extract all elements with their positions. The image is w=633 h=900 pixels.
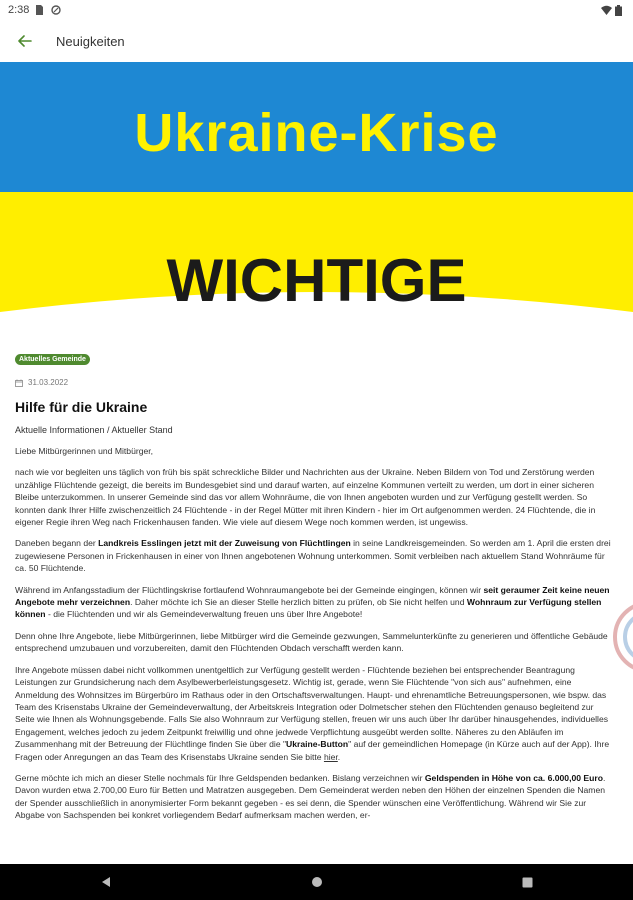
- bold-text: Landkreis Esslingen jetzt mit der Zuweisung von Flüchtlingen: [98, 538, 351, 549]
- bold-text: Geldspenden in Höhe von ca. 6.000,00 Euro: [424, 772, 603, 783]
- emblem-icon: [613, 592, 633, 682]
- sim-card-icon: [35, 5, 45, 15]
- text-span: - die Flüchtenden und wir als Gemeindeverwaltung freuen uns über Ihre Angebote!: [45, 609, 363, 620]
- contact-link[interactable]: hier: [323, 751, 338, 762]
- article-paragraph: [15, 664, 615, 763]
- article-title: Hilfe für die Ukraine: [15, 399, 148, 415]
- triangle-back-icon: [101, 876, 111, 888]
- text-span: Daneben begann der: [15, 538, 99, 549]
- hero-heading: Ukraine-Krise: [134, 103, 499, 163]
- bold-text: Wohnraum zur Verfügung stellen können: [15, 597, 602, 620]
- bold-text: Ukraine-Button: [286, 739, 349, 750]
- bold-text: seit geraumer Zeit keine neuen Angebote mehr verzeichnen: [15, 584, 610, 608]
- text-span: in seine Landkreisgemeinden. So werden am 1. April die ersten drei zugewiesene Personen in Frickenhausen in einer von Ihnen angebotenen Wohnung unterkommen. Somit verbleiben nach aktuellem Stand Wohnräume für ca. 50 Flüchtende.: [15, 538, 611, 574]
- arrow-left-icon: [18, 35, 32, 47]
- text-span: Ihre Angebote müssen dabei nicht vollkommen unentgeltlich zur Verfügung gestellt werden - Flüchtende beziehen bei entsprechender Beantragung Leistungen zur Grundsicherung nach dem Asylbewerberleistungsgesetz. Wichtig ist, gerade, wenn Sie Flüchtende "von sich aus" aufnehmen, eine Anmeldung des Wohnsitzes im Bürgerbüro im Rathaus oder in den Ortschaftsverwaltungen. Haupt- und ehrenamtliche Betreuungspersonen, wie bspw. das Team des Krisenstabs Ukraine der Gemeindeverwaltung, der Arbeitskreis Integration oder Dolmetscher stehen den Flüchtenden genauso begleitend zur Seite wie Ihnen als Wohnungsgebende. Falls Sie also Wohnraum zur Verfügung stellen, freuen wir uns auch über Ihr darüber hinausgehendes, individuelles Engagement, welches jedoch zu jedem Zeitpunkt freiwillig und ohne jedwede Verpflichtung ausgeübt werden sollte. Näheres zu den Abläufen im Zusammenhang mit der Betreuung der Flüchtlinge finden Sie über die ": [15, 664, 609, 750]
- status-bar: [0, 0, 633, 20]
- article-hero-image: [0, 62, 633, 338]
- data-saver-icon: [51, 5, 61, 15]
- back-button[interactable]: [0, 20, 50, 62]
- text-span: Gerne möchte ich mich an dieser Stelle nochmals für Ihre Geldspenden bedanken. Bislang verzeichnen wir: [15, 772, 425, 783]
- nav-back-button[interactable]: [91, 867, 121, 897]
- text-span: Während im Anfangsstadium der Flüchtlingskrise fortlaufend Wohnraumangebote bei der Gemeinde eingingen, können wir: [15, 584, 484, 595]
- square-recents-icon: [522, 877, 533, 888]
- date-row: [15, 378, 615, 387]
- article-paragraph: [15, 537, 615, 574]
- article-paragraph: [15, 772, 615, 822]
- text-span: " auf der gemeindlichen Homepage (in Kürze auch auf der App). Ihre Fragen oder Anregungen an das Team des Krisenstabs Ukraine senden Sie bitte: [15, 739, 610, 762]
- article-subtitle: Aktuelle Informationen / Aktueller Stand: [15, 425, 173, 435]
- article-paragraph: Denn ohne Ihre Angebote, liebe Mitbürgerinnen, liebe Mitbürger wird die Gemeinde gezwungen, Sammelunterkünfte zu generieren und öffentliche Gebäude entsprechend umzubauen und vorzubereiten, damit den Flüchtenden Obdach verschafft werden kann.: [15, 630, 608, 654]
- article-date: 31.03.2022: [28, 378, 69, 387]
- article-content: [15, 348, 615, 822]
- wifi-icon: [601, 5, 611, 15]
- text-span: . Davon wurden etwa 2.700,00 Euro für Betten und Matratzen ausgegeben. Dem Gemeinderat werden neben den Höhen der einzelnen Spenden die Namen der Spender ausschließlich in anonymisierter Form bekannt gegeben - es sei denn, die Spender wünschen eine Veröffentlichung. Während wir Sie zur Abgabe von Sachspenden bei konkret vorliegendem Bedarf aufmerksam machen werden, er-: [15, 772, 606, 821]
- category-badge[interactable]: Aktuelles Gemeinde: [15, 354, 90, 365]
- app-bar: [0, 20, 633, 62]
- calendar-icon: [15, 379, 23, 387]
- nav-home-button[interactable]: [302, 867, 332, 897]
- hero-subheading: WICHTIGE: [166, 247, 467, 314]
- text-span: .: [337, 751, 341, 762]
- article-paragraph: nach wie vor begleiten uns täglich von früh bis spät schreckliche Bilder und Nachrichten aus der Ukraine. Neben Bildern von Tod und Zerstörung werden unzählige Flüchtende gezeigt, die bereits im Bundesgebiet sind und darauf warten, auf einzelne Kommunen verteilt zu werden, um dort in einer sicheren Bleibe unterzukommen. In unserer Gemeinde sind das vor allem Wohnräume, die von Ihnen angeboten wurden und zur Verfügung gestellt werden. So konnten dank Ihrer Hilfe zwischenzeitlich 24 Flüchtende - in der Regel Mütter mit ihren Kindern - hier im Ort aufgenommen werden. 24 Flüchtende, die in eigener Regie ihren Weg nach Frickenhausen fanden. Wie viele auf diesem Wege noch kommen werden, ist ungewiss.: [15, 467, 596, 528]
- status-time: 2:38: [8, 4, 30, 16]
- text-span: . Daher möchte ich Sie an dieser Stelle herzlich bitten zu prüfen, ob Sie nicht helfen und: [130, 597, 467, 608]
- circle-home-icon: [311, 876, 323, 888]
- battery-icon: [615, 5, 625, 15]
- article-greeting: Liebe Mitbürgerinnen und Mitbürger,: [15, 446, 154, 456]
- article-paragraph: [15, 584, 615, 621]
- page-title: Neuigkeiten: [56, 33, 125, 49]
- system-nav-bar: [0, 864, 633, 900]
- nav-recents-button[interactable]: [513, 867, 543, 897]
